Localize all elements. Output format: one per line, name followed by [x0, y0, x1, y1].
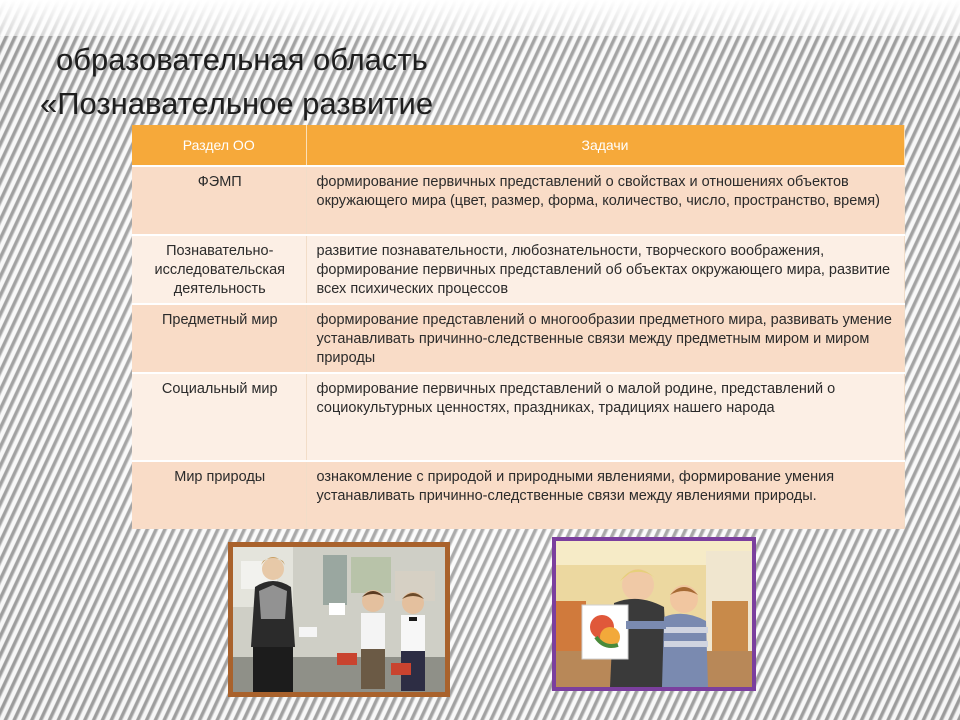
section-cell: Мир природы — [132, 461, 306, 529]
tasks-cell: формирование первичных представлений о свойствах и отношениях объектов окружающего мира (цвет, размер, форма, количество, число, пространство, время) — [306, 166, 904, 235]
title-line-1: образовательная область — [56, 42, 428, 77]
table-header-row — [132, 125, 904, 166]
tasks-cell: формирование представлений о многообразии предметного мира, развивать умение устанавливать причинно-следственные связи между предметным миром и миром природы — [306, 304, 904, 373]
photo-woman-with-boy — [552, 537, 756, 691]
photo-teacher-illustration — [233, 547, 445, 692]
photo-woman-illustration — [556, 541, 752, 687]
title-line-2: «Познавательное развитие — [40, 86, 434, 121]
table-row — [132, 304, 904, 373]
tasks-table — [132, 125, 905, 529]
table-row — [132, 461, 904, 529]
section-cell: Социальный мир — [132, 373, 306, 461]
tasks-cell: ознакомление с природой и природными явлениями, формирование умения устанавливать причинно-следственные связи между явлениями природы. — [306, 461, 904, 529]
header-tasks: Задачи — [306, 125, 904, 166]
section-cell: ФЭМП — [132, 166, 306, 235]
photo-teacher-with-children — [228, 542, 450, 697]
section-cell: Познавательно-исследовательская деятельность — [132, 235, 306, 304]
table-row — [132, 166, 904, 235]
table-row — [132, 373, 904, 461]
slide-title — [40, 38, 560, 126]
slide-top-gradient — [0, 0, 960, 36]
section-cell: Предметный мир — [132, 304, 306, 373]
header-section: Раздел ОО — [132, 125, 306, 166]
table-row — [132, 235, 904, 304]
tasks-cell: развитие познавательности, любознательности, творческого воображения, формирование первичных представлений об объектах окружающего мира, развитие всех психических процессов — [306, 235, 904, 304]
tasks-cell: формирование первичных представлений о малой родине, представлений о социокультурных ценностях, праздниках, традициях нашего народа — [306, 373, 904, 461]
